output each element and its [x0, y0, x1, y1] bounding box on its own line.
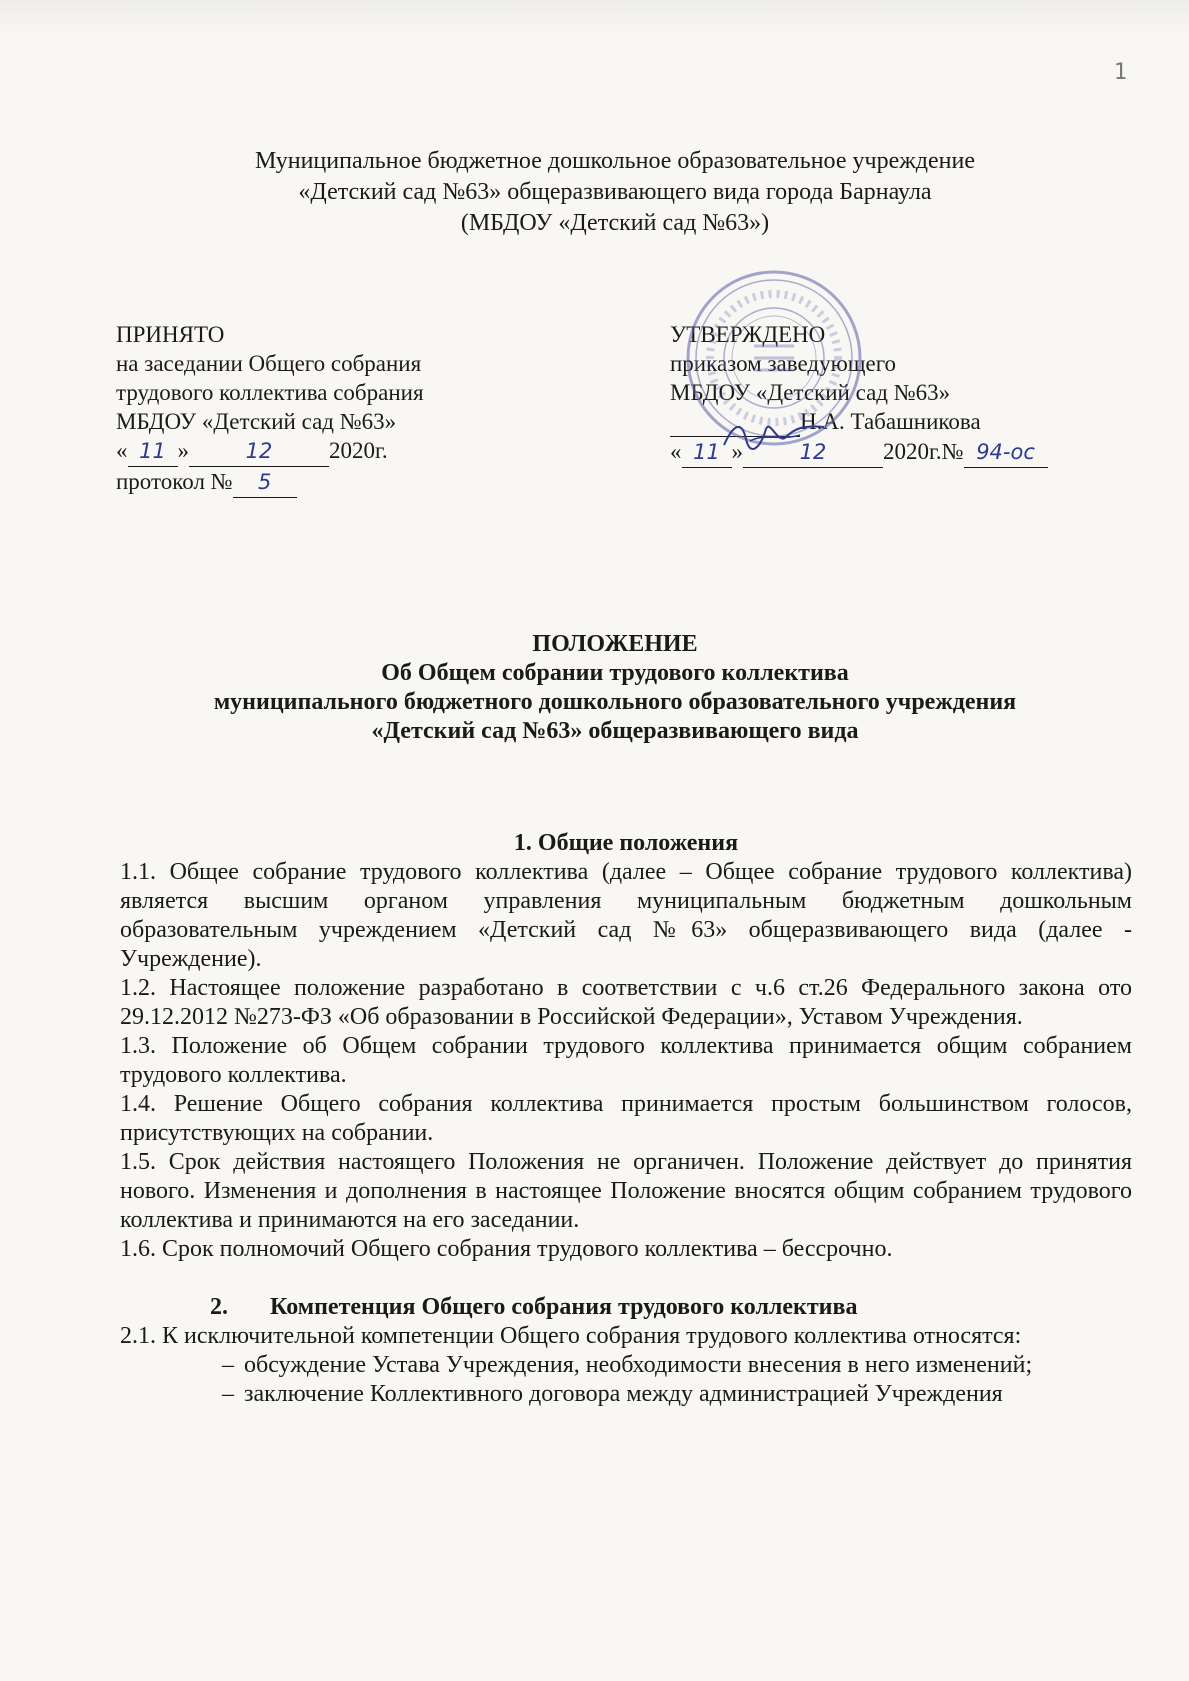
approved-date-month: 12	[743, 438, 883, 468]
approved-line-2: МБДОУ «Детский сад №63»	[670, 380, 951, 405]
institution-header	[120, 146, 1110, 239]
section-1-title: 1. Общие положения	[513, 830, 739, 856]
approved-line-1: приказом заведующего	[670, 351, 897, 376]
accepted-block	[116, 320, 424, 498]
approved-date: « 11 » 12 2020г.№ 94-ос	[670, 437, 1048, 468]
accepted-date: « 11 » 12 2020г.	[116, 436, 424, 467]
document-body	[120, 829, 1132, 1409]
accepted-line-2: трудового коллектива собрания	[116, 380, 424, 405]
paragraph-1-1: 1.1. Общее собрание трудового коллектива (далее – Общее собрание трудового коллектива) является высшим органом управления муниципальным бюджетным дошкольным образовательным учреждением «Детский сад №63» общеразвивающего вида (далее - Учреждение).	[120, 859, 1132, 972]
page-number: 1	[1113, 60, 1127, 85]
paragraph-1-4: 1.4. Решение Общего собрания коллектива принимается простым большинством голосов, присутствующих на собрании.	[120, 1091, 1132, 1146]
paragraph-2-1: 2.1. К исключительной компетенции Общего собрания трудового коллектива относятся:	[120, 1323, 1022, 1349]
paragraph-1-2: 1.2. Настоящее положение разработано в соответствии с ч.6 ст.26 Федерального закона ото 29.12.2012 №273-ФЗ «Об образовании в Российской Федерации», Уставом Учреждения.	[120, 975, 1132, 1030]
accepted-line-3: МБДОУ «Детский сад №63»	[116, 409, 397, 434]
approved-title: УТВЕРЖДЕНО	[670, 322, 826, 347]
document-title	[120, 630, 1110, 746]
paragraph-1-6: 1.6. Срок полномочий Общего собрания трудового коллектива – бессрочно.	[120, 1236, 893, 1262]
header-line-3: (МБДОУ «Детский сад №63»)	[460, 210, 770, 236]
accepted-protocol	[116, 467, 424, 498]
list-item: – заключение Коллективного договора между администрацией Учреждения	[244, 1380, 1132, 1409]
accepted-date-day: 11	[128, 437, 178, 467]
approved-date-day: 11	[682, 438, 732, 468]
section-2-heading: Компетенция Общего собрания трудового коллектива	[270, 1294, 858, 1320]
title-line-2: Об Общем собрании трудового коллектива	[381, 660, 849, 686]
protocol-number: 5	[233, 468, 297, 498]
accepted-line-1: на заседании Общего собрания	[116, 351, 422, 376]
paragraph-1-5: 1.5. Срок действия настоящего Положения не органичен. Положение действует до принятия нового. Изменения и дополнения в настоящее Положение вносятся общим собранием трудового коллектива и принимаются на его заседании.	[120, 1149, 1132, 1233]
competence-list	[120, 1351, 1132, 1409]
accepted-title: ПРИНЯТО	[116, 322, 225, 347]
order-number: 94-ос	[964, 438, 1048, 468]
title-line-4: «Детский сад №63» общеразвивающего вида	[371, 718, 859, 744]
title-line-1: ПОЛОЖЕНИЕ	[532, 631, 698, 657]
header-line-1: Муниципальное бюджетное дошкольное образовательное учреждение	[255, 148, 975, 174]
accepted-date-month: 12	[189, 437, 329, 467]
approved-date-year: 2020г.№	[883, 439, 964, 464]
header-line-2: «Детский сад №63» общеразвивающего вида города Барнаула	[298, 179, 932, 205]
title-line-3: муниципального бюджетного дошкольного образовательного учреждения	[213, 689, 1017, 715]
list-item: – обсуждение Устава Учреждения, необходимости внесения в него изменений;	[244, 1351, 1132, 1380]
approval-block	[0, 320, 1189, 520]
protocol-label: протокол №	[116, 469, 233, 494]
paragraph-1-3: 1.3. Положение об Общем собрании трудового коллектива принимается общим собранием трудового коллектива.	[120, 1033, 1132, 1088]
section-2-title	[120, 1293, 1132, 1322]
accepted-date-year: 2020г.	[329, 438, 388, 463]
section-2-number: 2.	[210, 1294, 228, 1320]
handwritten-signature-icon	[720, 415, 830, 455]
approved-signer: Н.А. Табашникова	[800, 409, 981, 434]
